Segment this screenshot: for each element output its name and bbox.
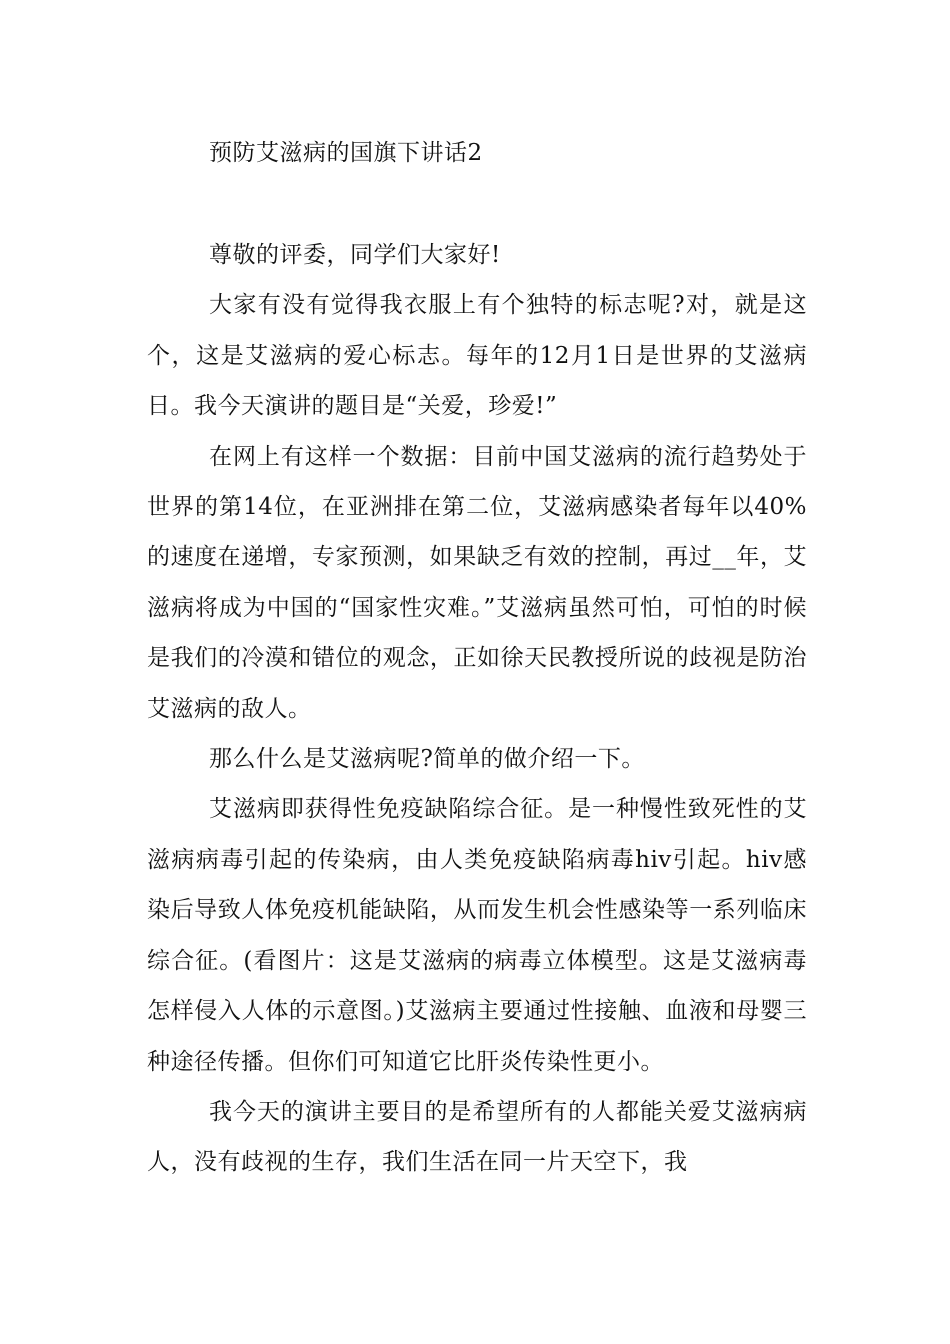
paragraph-statistics: 在网上有这样一个数据：目前中国艾滋病的流行趋势处于世界的第14位，在亚洲排在第二位，艾滋病感染者每年以40%的速度在递增，专家预测，如果缺乏有效的控制，再过__年，艾滋病将成为中国的“国家性灾难。”艾滋病虽然可怕，可怕的时候是我们的冷漠和错位的观念，正如徐天民教授所说的歧视是防治艾滋病的敌人。 [147,443,807,722]
paragraph-greeting: 尊敬的评委，同学们大家好! [209,242,501,268]
paragraph-aids-definition: 艾滋病即获得性免疫缺陷综合征。是一种慢性致死性的艾滋病病毒引起的传染病，由人类免疫缺陷病毒hiv引起。hiv感染后导致人体免疫机能缺陷，从而发生机会性感染等一系列临床综合征。(看图片：这是艾滋病的病毒立体模型。这是艾滋病毒怎样侵入人体的示意图。)艾滋病主要通过性接触、血液和母婴三种途径传播。但你们可知道它比肝炎传染性更小。 [147,796,807,1075]
paragraph-what-is-aids: 那么什么是艾滋病呢?简单的做介绍一下。 [209,746,645,773]
document-body [147,230,807,1188]
paragraph-purpose: 我今天的演讲主要目的是希望所有的人都能关爱艾滋病病人，没有歧视的生存，我们生活在同一片天空下，我 [147,1098,807,1176]
document-title: 预防艾滋病的国旗下讲话2 [209,140,483,166]
paragraph-aids-logo: 大家有没有觉得我衣服上有个独特的标志呢?对，就是这个，这是艾滋病的爱心标志。每年的12月1日是世界的艾滋病日。我今天演讲的题目是“关爱，珍爱!” [147,292,807,420]
